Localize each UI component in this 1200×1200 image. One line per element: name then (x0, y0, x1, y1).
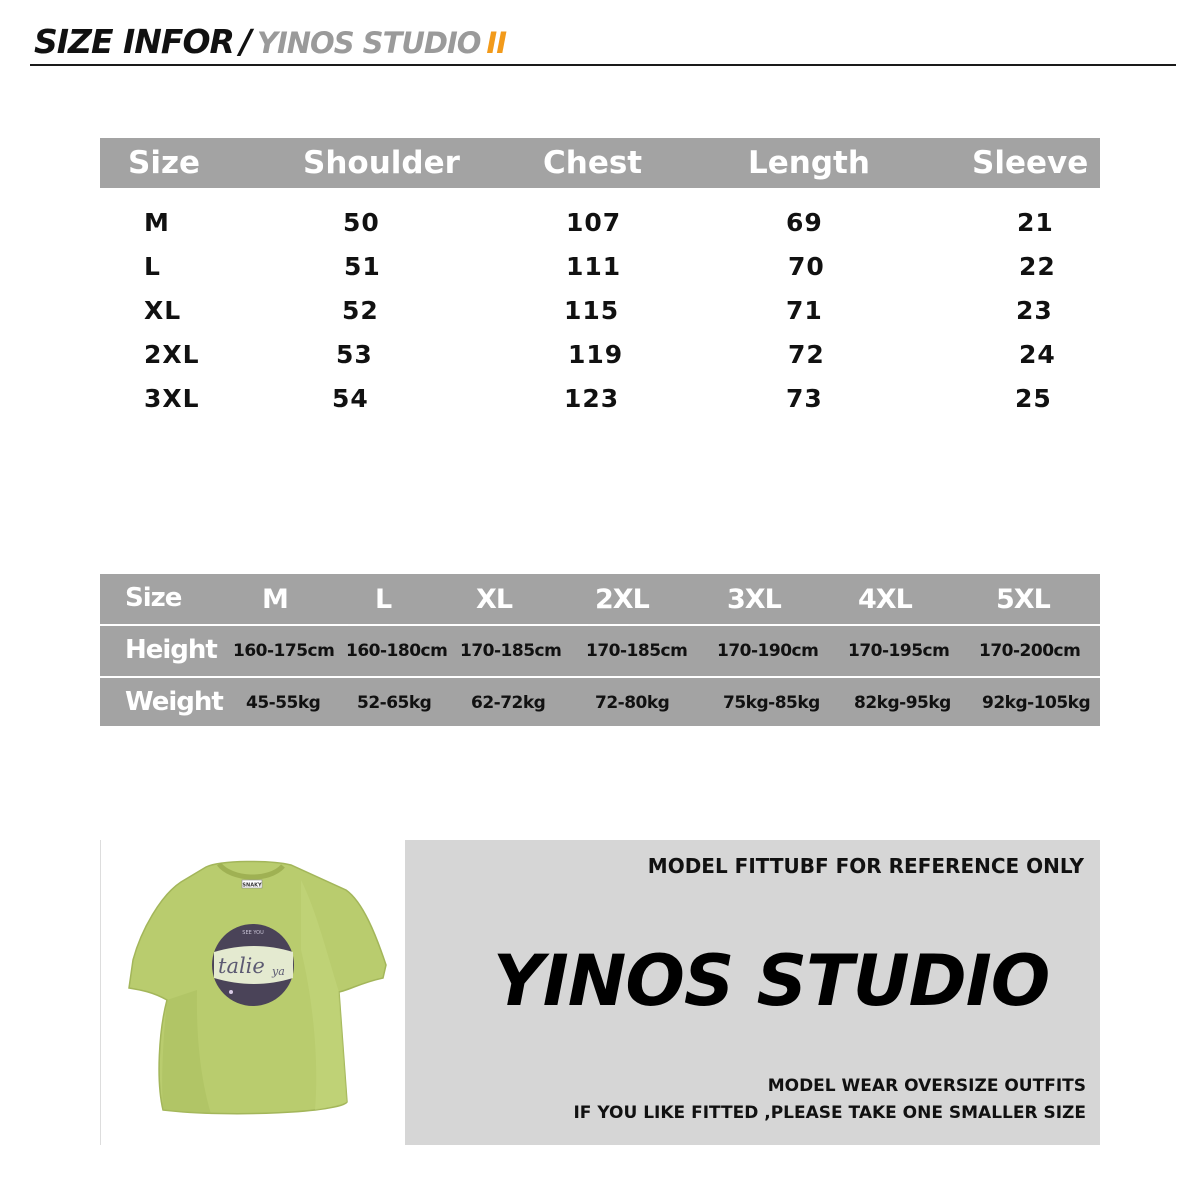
title-separator: / (239, 22, 251, 61)
fit-guide-table (100, 574, 1100, 726)
cell-sleeve: 22 (1019, 252, 1056, 281)
size-table-header (100, 138, 1100, 188)
cell-size: 3XL (144, 384, 200, 413)
reference-note: MODEL FITTUBF FOR REFERENCE ONLY (647, 854, 1084, 878)
fit-weight-value: 52-65kg (357, 693, 432, 713)
cell-sleeve: 23 (1016, 296, 1053, 325)
fit-height-value: 160-180cm (346, 641, 448, 661)
table-row (100, 290, 1100, 334)
cell-shoulder: 54 (332, 384, 369, 413)
cell-sleeve: 24 (1019, 340, 1056, 369)
fit-size-5xl: 5XL (996, 584, 1050, 615)
table-row (100, 246, 1100, 290)
fit-weight-value: 62-72kg (471, 693, 546, 713)
print-suffix-text: ya (272, 965, 285, 978)
col-header-sleeve: Sleeve (972, 145, 1089, 181)
fit-height-value: 170-195cm (848, 641, 950, 661)
fit-height-label: Height (125, 635, 217, 665)
cell-shoulder: 50 (343, 208, 380, 237)
product-photo (100, 840, 406, 1145)
fit-weight-value: 75kg-85kg (723, 693, 820, 713)
fit-size-label: Size (125, 583, 182, 613)
cell-length: 71 (786, 296, 823, 325)
cell-length: 72 (788, 340, 825, 369)
fit-weight-label: Weight (125, 687, 223, 717)
oversize-note: MODEL WEAR OVERSIZE OUTFITS (767, 1076, 1086, 1096)
table-row (100, 334, 1100, 378)
cell-length: 70 (788, 252, 825, 281)
cell-length: 69 (786, 208, 823, 237)
fit-size-3xl: 3XL (727, 584, 781, 615)
col-header-shoulder: Shoulder (303, 145, 460, 181)
cell-size: M (144, 208, 170, 237)
cell-chest: 115 (564, 296, 620, 325)
tshirt-illustration (101, 840, 406, 1145)
cell-chest: 111 (566, 252, 622, 281)
cell-size: XL (144, 296, 182, 325)
fit-weight-value: 72-80kg (595, 693, 670, 713)
reference-info-box (405, 840, 1100, 1145)
print-small-text: SEE YOU (242, 930, 264, 936)
fit-height-row (100, 624, 1100, 676)
fit-size-l: L (375, 584, 392, 615)
studio-name: YINOS STUDIO (256, 26, 481, 60)
fit-size-4xl: 4XL (858, 584, 912, 615)
fit-size-row (100, 574, 1100, 624)
table-row (100, 378, 1100, 422)
accent-bars: II (486, 26, 507, 60)
fit-size-xl: XL (476, 584, 513, 615)
brand-name: YINOS STUDIO (493, 940, 1050, 1022)
col-header-size: Size (128, 145, 201, 181)
fit-height-value: 170-185cm (586, 641, 688, 661)
fit-height-value: 170-185cm (460, 641, 562, 661)
sizing-advice-note: IF YOU LIKE FITTED ,PLEASE TAKE ONE SMALLER SIZE (573, 1103, 1086, 1123)
table-row (100, 202, 1100, 246)
cell-sleeve: 25 (1015, 384, 1052, 413)
print-main-text: talie (218, 954, 265, 978)
title-text: SIZE INFOR (34, 22, 234, 61)
cell-chest: 119 (568, 340, 624, 369)
neck-label-text: SNAKY (242, 882, 262, 889)
col-header-chest: Chest (543, 145, 643, 181)
fit-height-value: 170-200cm (979, 641, 1081, 661)
col-header-length: Length (748, 145, 870, 181)
star-icon (229, 990, 233, 994)
cell-chest: 107 (566, 208, 622, 237)
fit-weight-value: 92kg-105kg (982, 693, 1091, 713)
cell-chest: 123 (564, 384, 620, 413)
page-title (34, 22, 506, 61)
cell-shoulder: 53 (336, 340, 373, 369)
cell-size: L (144, 252, 161, 281)
fit-weight-row (100, 676, 1100, 728)
page-header (30, 22, 1176, 66)
fit-weight-value: 82kg-95kg (854, 693, 951, 713)
fit-size-2xl: 2XL (595, 584, 649, 615)
fit-weight-value: 45-55kg (246, 693, 321, 713)
cell-length: 73 (786, 384, 823, 413)
size-measurement-table (100, 138, 1100, 422)
cell-shoulder: 52 (342, 296, 379, 325)
cell-sleeve: 21 (1017, 208, 1054, 237)
fit-height-value: 170-190cm (717, 641, 819, 661)
fit-size-m: M (262, 584, 288, 615)
fit-height-value: 160-175cm (233, 641, 335, 661)
cell-shoulder: 51 (344, 252, 381, 281)
cell-size: 2XL (144, 340, 200, 369)
